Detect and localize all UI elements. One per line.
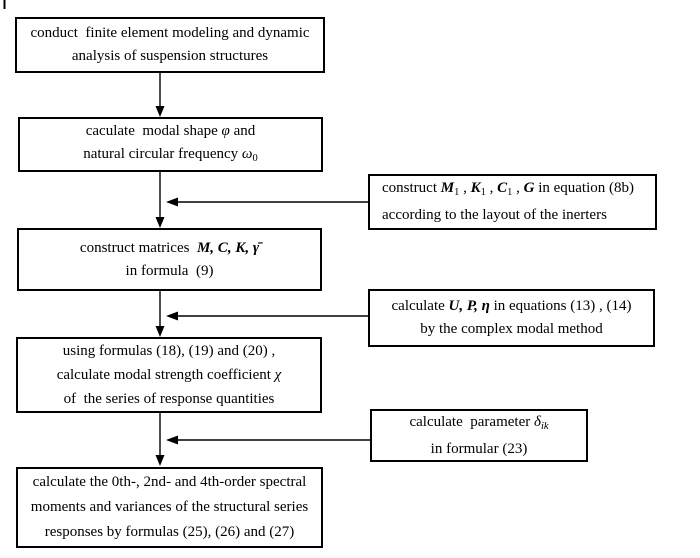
- matrix-m1-symbol: M: [440, 180, 455, 196]
- text-run: construct matrices: [79, 239, 197, 256]
- subscript-1: 1: [480, 187, 486, 198]
- subscript-0: 0: [252, 152, 258, 164]
- flow-box-modal-shape: [18, 117, 323, 172]
- text-run: and: [229, 122, 256, 139]
- delta-symbol: δ: [533, 413, 541, 430]
- box-text-line: [420, 318, 602, 341]
- flow-box-construct-matrices: [17, 228, 322, 291]
- text-run: calculate: [391, 298, 449, 314]
- text-run: according to the layout of the inerters: [382, 207, 607, 223]
- box-text-line: [30, 22, 309, 45]
- arrow-left-3: [166, 436, 370, 445]
- omega-symbol: ω: [241, 145, 253, 162]
- box-text-line: [45, 520, 295, 545]
- arrow-left-1: [166, 198, 368, 207]
- text-run: using formulas (18), (19) and (20) ,: [62, 343, 276, 359]
- box-text-line: [80, 237, 259, 260]
- text-run: in equations (13) , (14): [489, 298, 632, 314]
- text-run: caculate modal shape: [85, 122, 222, 139]
- box-text-line: [33, 470, 307, 495]
- eta-symbol: η: [481, 298, 490, 314]
- box-text-line: [382, 204, 607, 227]
- text-run: by the complex modal method: [420, 321, 603, 337]
- text-run: in formular (23): [430, 440, 528, 457]
- flow-box-fem-modeling: [15, 17, 325, 73]
- matrix-c1-symbol: C: [497, 180, 508, 196]
- subscript-1: 1: [507, 187, 513, 198]
- text-run: ,: [485, 180, 498, 196]
- box-text-line: [64, 387, 275, 411]
- subscript-1: 1: [454, 187, 460, 198]
- box-text-line: [31, 495, 308, 520]
- text-run: calculate the 0th-, 2nd- and 4th-order spectral: [32, 474, 307, 490]
- box-text-line: [126, 260, 214, 283]
- flow-box-spectral-moments: [16, 467, 323, 548]
- arrow-left-2: [166, 312, 368, 321]
- text-run: construct: [382, 180, 441, 196]
- box-text-line: [72, 45, 268, 68]
- text-run: analysis of suspension structures: [71, 48, 269, 64]
- text-run: moments and variances of the structural series: [30, 499, 309, 515]
- box-text-line: [63, 339, 275, 363]
- arrow-down-2: [156, 172, 165, 228]
- flow-box-complex-modal: [368, 289, 655, 347]
- arrow-down-4: [156, 413, 165, 466]
- arrow-down-1: [156, 73, 165, 117]
- box-text-line: [382, 177, 634, 204]
- matrix-k1-symbol: K: [470, 180, 481, 196]
- matrix-c-symbol: C: [217, 239, 228, 256]
- flow-box-modal-strength: [16, 337, 322, 413]
- chi-symbol: χ: [274, 367, 282, 383]
- phi-symbol: φ: [221, 122, 230, 139]
- flow-box-inerter-matrices: [368, 174, 657, 230]
- text-run: in equation (8b): [534, 180, 635, 196]
- text-run: calculate modal strength coefficient: [56, 367, 275, 383]
- text-run: ,: [459, 180, 471, 196]
- text-run: ,: [474, 298, 482, 314]
- text-run: of the series of response quantities: [63, 391, 275, 407]
- gamma-bar-symbol: γ̄: [252, 239, 260, 256]
- matrix-g-symbol: G: [523, 180, 535, 196]
- text-run: ,: [245, 239, 253, 256]
- text-run: in formula (9): [125, 262, 214, 279]
- subscript-ik: ik: [540, 420, 549, 432]
- text-run: ,: [210, 239, 218, 256]
- text-run: ,: [459, 298, 467, 314]
- box-text-line: [409, 411, 548, 438]
- matrix-k-symbol: K: [235, 239, 246, 256]
- text-run: ,: [227, 239, 236, 256]
- box-text-line: [83, 143, 258, 170]
- text-run: calculate parameter: [409, 413, 534, 430]
- flow-box-delta-parameter: [370, 409, 588, 462]
- matrix-u-symbol: U: [448, 298, 460, 314]
- text-run: natural circular frequency: [83, 145, 242, 162]
- box-text-line: [431, 438, 528, 461]
- text-run: conduct finite element modeling and dynamic: [30, 25, 310, 41]
- arrow-down-3: [156, 291, 165, 337]
- box-text-line: [86, 120, 256, 143]
- box-text-line: [57, 363, 282, 387]
- box-text-line: [392, 295, 632, 318]
- text-run: ,: [512, 180, 524, 196]
- text-run: responses by formulas (25), (26) and (27): [44, 524, 295, 540]
- matrix-p-symbol: P: [466, 298, 475, 314]
- matrix-m-symbol: M: [196, 239, 211, 256]
